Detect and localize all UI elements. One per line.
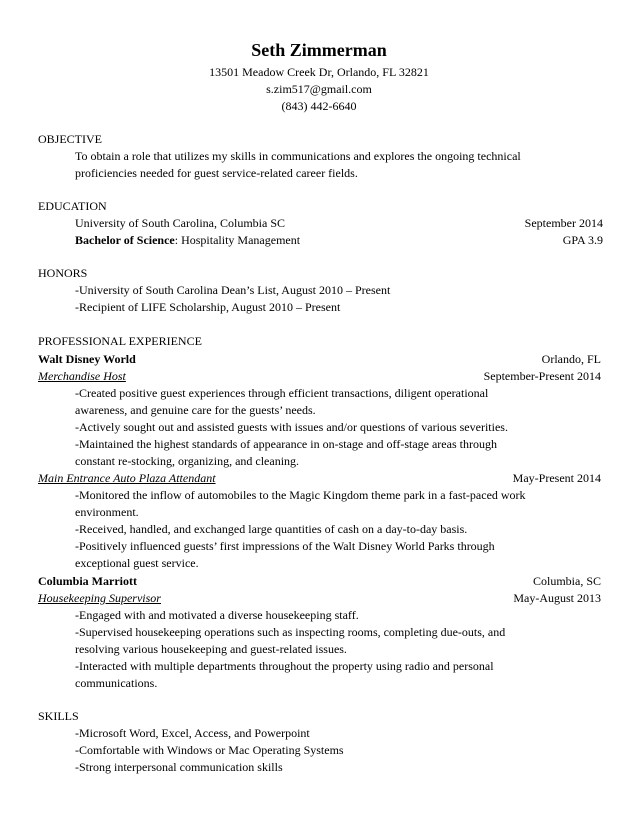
skills-heading: SKILLS — [38, 709, 79, 723]
employer-location: Columbia, SC — [532, 574, 601, 588]
role-title: Housekeeping Supervisor — [38, 591, 161, 605]
role-bullet: -Received, handled, and exchanged large quantities of cash on a day-to-day basis. — [75, 522, 468, 536]
role-row — [38, 470, 601, 487]
degree — [75, 232, 300, 249]
role-bullet: environment. — [75, 505, 139, 519]
employer-row — [38, 351, 601, 368]
degree-label: Bachelor of Science — [75, 233, 175, 247]
school-name: University of South Carolina, Columbia SC — [75, 216, 285, 230]
employer-name: Walt Disney World — [38, 352, 136, 366]
skill-item: -Microsoft Word, Excel, Access, and Powerpoint — [75, 726, 310, 740]
role-bullet: -Maintained the highest standards of appearance in on-stage and off-stage areas through — [75, 437, 497, 451]
role-title: Merchandise Host — [38, 369, 126, 383]
role-bullet: -Actively sought out and assisted guests with issues and/or questions of various severities. — [75, 420, 508, 434]
role-dates: May-Present 2014 — [512, 471, 601, 485]
role-row — [38, 368, 601, 385]
employer-name: Columbia Marriott — [38, 574, 137, 588]
education-degree-row — [75, 232, 603, 249]
honors-heading: HONORS — [38, 266, 88, 280]
role-dates: September-Present 2014 — [483, 369, 601, 383]
objective-line: To obtain a role that utilizes my skills in communications and explores the ongoing technical — [75, 149, 521, 163]
objective-line: proficiencies needed for guest service-related career fields. — [75, 166, 358, 180]
graduation-date: September 2014 — [524, 216, 603, 230]
role-bullet: communications. — [75, 676, 158, 690]
role-bullet: -Positively influenced guests’ first impressions of the Walt Disney World Parks through — [75, 539, 495, 553]
skill-item: -Comfortable with Windows or Mac Operating Systems — [75, 743, 344, 757]
objective-heading: OBJECTIVE — [38, 132, 102, 146]
gpa: GPA 3.9 — [562, 233, 603, 247]
experience-heading: PROFESSIONAL EXPERIENCE — [38, 334, 202, 348]
honor-item: -University of South Carolina Dean’s List, August 2010 – Present — [75, 283, 391, 297]
honor-item: -Recipient of LIFE Scholarship, August 2010 – Present — [75, 300, 341, 314]
role-row — [38, 590, 601, 607]
education-heading: EDUCATION — [38, 199, 107, 213]
degree-field: : Hospitality Management — [174, 233, 301, 247]
role-bullet: -Monitored the inflow of automobiles to the Magic Kingdom theme park in a fast-paced work — [75, 488, 526, 502]
employer-location: Orlando, FL — [541, 352, 601, 366]
role-bullet: awareness, and genuine care for the guests’ needs. — [75, 403, 316, 417]
role-bullet: -Created positive guest experiences through efficient transactions, diligent operational — [75, 386, 489, 400]
role-bullet: resolving various housekeeping and guest-related issues. — [75, 642, 347, 656]
role-dates: May-August 2013 — [513, 591, 601, 605]
address: 13501 Meadow Creek Dr, Orlando, FL 32821 — [209, 65, 429, 79]
employer-row — [38, 573, 601, 590]
role-bullet: constant re-stocking, organizing, and cleaning. — [75, 454, 300, 468]
phone: (843) 442-6640 — [281, 99, 357, 113]
role-bullet: -Interacted with multiple departments throughout the property using radio and personal — [75, 659, 494, 673]
role-title: Main Entrance Auto Plaza Attendant — [38, 471, 216, 485]
skill-item: -Strong interpersonal communication skills — [75, 760, 283, 774]
role-bullet: -Supervised housekeeping operations such as inspecting rooms, completing due-outs, and — [75, 625, 506, 639]
role-bullet: exceptional guest service. — [75, 556, 199, 570]
candidate-name: Seth Zimmerman — [251, 40, 387, 60]
education-school-row — [75, 215, 603, 232]
email: s.zim517@gmail.com — [266, 82, 372, 96]
role-bullet: -Engaged with and motivated a diverse housekeeping staff. — [75, 608, 359, 622]
